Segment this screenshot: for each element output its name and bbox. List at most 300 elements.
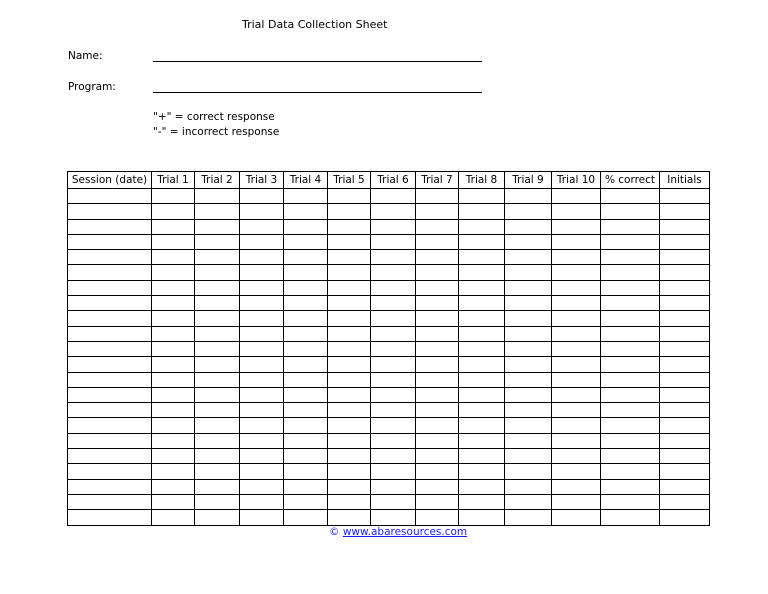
table-cell[interactable] xyxy=(459,265,505,280)
table-cell[interactable] xyxy=(284,219,328,234)
table-cell[interactable] xyxy=(416,433,459,448)
table-cell[interactable] xyxy=(660,464,710,479)
table-cell[interactable] xyxy=(601,418,660,433)
table-cell[interactable] xyxy=(328,464,371,479)
table-cell[interactable] xyxy=(328,372,371,387)
table-cell[interactable] xyxy=(195,234,240,249)
table-cell[interactable] xyxy=(68,234,152,249)
table-cell[interactable] xyxy=(152,372,195,387)
table-cell[interactable] xyxy=(328,234,371,249)
table-cell[interactable] xyxy=(660,433,710,448)
table-cell[interactable] xyxy=(328,296,371,311)
table-cell[interactable] xyxy=(459,418,505,433)
table-cell[interactable] xyxy=(552,234,601,249)
table-row xyxy=(68,418,710,433)
table-cell[interactable] xyxy=(552,219,601,234)
table-cell[interactable] xyxy=(240,326,284,341)
table-cell[interactable] xyxy=(459,357,505,372)
table-cell[interactable] xyxy=(284,403,328,418)
trial-data-table xyxy=(67,171,710,526)
table-cell[interactable] xyxy=(505,189,552,204)
table-cell[interactable] xyxy=(284,494,328,509)
table-cell[interactable] xyxy=(68,280,152,295)
table-cell[interactable] xyxy=(240,204,284,219)
table-cell[interactable] xyxy=(660,311,710,326)
table-cell[interactable] xyxy=(459,311,505,326)
table-cell[interactable] xyxy=(152,265,195,280)
table-cell[interactable] xyxy=(195,265,240,280)
table-cell[interactable] xyxy=(371,464,416,479)
table-cell[interactable] xyxy=(328,265,371,280)
table-cell[interactable] xyxy=(328,280,371,295)
table-cell[interactable] xyxy=(152,219,195,234)
table-cell[interactable] xyxy=(416,280,459,295)
table-cell[interactable] xyxy=(552,280,601,295)
table-cell[interactable] xyxy=(552,250,601,265)
table-cell[interactable] xyxy=(284,510,328,525)
table-cell[interactable] xyxy=(68,372,152,387)
table-cell[interactable] xyxy=(371,326,416,341)
table-cell[interactable] xyxy=(152,341,195,356)
table-cell[interactable] xyxy=(660,204,710,219)
table-cell[interactable] xyxy=(459,387,505,402)
table-cell[interactable] xyxy=(284,449,328,464)
table-cell[interactable] xyxy=(371,280,416,295)
table-cell[interactable] xyxy=(240,265,284,280)
table-cell[interactable] xyxy=(152,311,195,326)
table-cell[interactable] xyxy=(68,204,152,219)
table-cell[interactable] xyxy=(68,250,152,265)
table-cell[interactable] xyxy=(459,479,505,494)
table-cell[interactable] xyxy=(284,311,328,326)
table-cell[interactable] xyxy=(328,311,371,326)
table-cell[interactable] xyxy=(416,403,459,418)
table-cell[interactable] xyxy=(416,418,459,433)
table-cell[interactable] xyxy=(601,219,660,234)
table-cell[interactable] xyxy=(68,189,152,204)
table-cell[interactable] xyxy=(195,418,240,433)
table-cell[interactable] xyxy=(416,296,459,311)
table-cell[interactable] xyxy=(552,403,601,418)
table-cell[interactable] xyxy=(371,219,416,234)
table-cell[interactable] xyxy=(195,311,240,326)
table-cell[interactable] xyxy=(240,250,284,265)
table-cell[interactable] xyxy=(284,341,328,356)
header-percent-correct: % correct xyxy=(601,172,660,189)
table-cell[interactable] xyxy=(68,357,152,372)
table-cell[interactable] xyxy=(371,479,416,494)
table-cell[interactable] xyxy=(416,341,459,356)
table-cell[interactable] xyxy=(416,357,459,372)
table-row xyxy=(68,387,710,402)
table-cell[interactable] xyxy=(459,494,505,509)
table-cell[interactable] xyxy=(195,372,240,387)
table-cell[interactable] xyxy=(240,418,284,433)
table-cell[interactable] xyxy=(601,311,660,326)
table-cell[interactable] xyxy=(416,479,459,494)
table-cell[interactable] xyxy=(152,250,195,265)
table-cell[interactable] xyxy=(416,189,459,204)
table-cell[interactable] xyxy=(240,372,284,387)
table-cell[interactable] xyxy=(601,403,660,418)
table-cell[interactable] xyxy=(195,449,240,464)
table-cell[interactable] xyxy=(505,494,552,509)
table-cell[interactable] xyxy=(552,494,601,509)
table-cell[interactable] xyxy=(195,387,240,402)
table-cell[interactable] xyxy=(505,326,552,341)
table-cell[interactable] xyxy=(284,418,328,433)
table-cell[interactable] xyxy=(601,387,660,402)
table-cell[interactable] xyxy=(416,464,459,479)
table-cell[interactable] xyxy=(68,296,152,311)
table-cell[interactable] xyxy=(416,449,459,464)
table-cell[interactable] xyxy=(240,357,284,372)
footer-credit xyxy=(329,526,467,538)
table-cell[interactable] xyxy=(660,341,710,356)
table-cell[interactable] xyxy=(68,265,152,280)
table-cell[interactable] xyxy=(68,387,152,402)
table-cell[interactable] xyxy=(552,418,601,433)
table-cell[interactable] xyxy=(552,510,601,525)
table-cell[interactable] xyxy=(660,357,710,372)
table-cell[interactable] xyxy=(240,387,284,402)
table-body xyxy=(68,189,710,526)
table-cell[interactable] xyxy=(284,326,328,341)
table-cell[interactable] xyxy=(284,357,328,372)
table-cell[interactable] xyxy=(601,433,660,448)
table-cell[interactable] xyxy=(552,372,601,387)
table-cell[interactable] xyxy=(195,204,240,219)
table-cell[interactable] xyxy=(552,479,601,494)
table-cell[interactable] xyxy=(660,219,710,234)
table-cell[interactable] xyxy=(195,341,240,356)
table-cell[interactable] xyxy=(240,479,284,494)
table-cell[interactable] xyxy=(505,479,552,494)
table-cell[interactable] xyxy=(195,296,240,311)
table-cell[interactable] xyxy=(284,433,328,448)
table-cell[interactable] xyxy=(152,449,195,464)
table-cell[interactable] xyxy=(601,464,660,479)
table-cell[interactable] xyxy=(328,479,371,494)
header-trial-7: Trial 7 xyxy=(416,172,459,189)
table-cell[interactable] xyxy=(328,510,371,525)
table-cell[interactable] xyxy=(195,479,240,494)
table-cell[interactable] xyxy=(240,464,284,479)
table-cell[interactable] xyxy=(152,494,195,509)
table-cell[interactable] xyxy=(152,204,195,219)
table-cell[interactable] xyxy=(660,403,710,418)
table-cell[interactable] xyxy=(505,449,552,464)
table-cell[interactable] xyxy=(459,204,505,219)
table-cell[interactable] xyxy=(552,204,601,219)
table-cell[interactable] xyxy=(552,189,601,204)
table-cell[interactable] xyxy=(284,479,328,494)
table-cell[interactable] xyxy=(371,372,416,387)
header-trial-2: Trial 2 xyxy=(195,172,240,189)
table-cell[interactable] xyxy=(552,326,601,341)
table-cell[interactable] xyxy=(552,341,601,356)
table-cell[interactable] xyxy=(416,387,459,402)
table-cell[interactable] xyxy=(284,372,328,387)
table-cell[interactable] xyxy=(152,403,195,418)
table-cell[interactable] xyxy=(552,311,601,326)
table-cell[interactable] xyxy=(152,326,195,341)
table-cell[interactable] xyxy=(68,479,152,494)
table-cell[interactable] xyxy=(505,234,552,249)
table-cell[interactable] xyxy=(601,234,660,249)
abaresources-link[interactable]: www.abaresources.com xyxy=(342,526,468,538)
table-cell[interactable] xyxy=(68,418,152,433)
table-cell[interactable] xyxy=(371,234,416,249)
table-cell[interactable] xyxy=(240,280,284,295)
table-cell[interactable] xyxy=(240,494,284,509)
table-cell[interactable] xyxy=(240,341,284,356)
table-cell[interactable] xyxy=(660,234,710,249)
table-cell[interactable] xyxy=(416,234,459,249)
table-cell[interactable] xyxy=(660,479,710,494)
table-cell[interactable] xyxy=(601,372,660,387)
table-cell[interactable] xyxy=(371,387,416,402)
table-cell[interactable] xyxy=(68,433,152,448)
table-cell[interactable] xyxy=(328,189,371,204)
table-cell[interactable] xyxy=(660,280,710,295)
table-cell[interactable] xyxy=(195,250,240,265)
table-cell[interactable] xyxy=(660,326,710,341)
table-cell[interactable] xyxy=(660,418,710,433)
table-cell[interactable] xyxy=(459,234,505,249)
table-cell[interactable] xyxy=(601,296,660,311)
table-cell[interactable] xyxy=(505,433,552,448)
table-cell[interactable] xyxy=(601,479,660,494)
table-cell[interactable] xyxy=(152,189,195,204)
table-cell[interactable] xyxy=(195,510,240,525)
table-cell[interactable] xyxy=(68,219,152,234)
table-cell[interactable] xyxy=(68,494,152,509)
table-row xyxy=(68,449,710,464)
table-cell[interactable] xyxy=(371,296,416,311)
table-cell[interactable] xyxy=(416,219,459,234)
table-cell[interactable] xyxy=(601,280,660,295)
table-cell[interactable] xyxy=(240,219,284,234)
table-cell[interactable] xyxy=(371,433,416,448)
table-cell[interactable] xyxy=(416,372,459,387)
table-cell[interactable] xyxy=(601,494,660,509)
table-cell[interactable] xyxy=(328,341,371,356)
table-cell[interactable] xyxy=(240,189,284,204)
table-cell[interactable] xyxy=(416,311,459,326)
table-cell[interactable] xyxy=(152,464,195,479)
table-cell[interactable] xyxy=(68,403,152,418)
table-cell[interactable] xyxy=(152,479,195,494)
table-cell[interactable] xyxy=(328,250,371,265)
table-cell[interactable] xyxy=(68,326,152,341)
table-cell[interactable] xyxy=(459,280,505,295)
table-cell[interactable] xyxy=(284,204,328,219)
table-cell[interactable] xyxy=(601,341,660,356)
table-cell[interactable] xyxy=(284,189,328,204)
table-cell[interactable] xyxy=(459,189,505,204)
table-cell[interactable] xyxy=(328,326,371,341)
table-cell[interactable] xyxy=(505,311,552,326)
table-cell[interactable] xyxy=(601,204,660,219)
table-cell[interactable] xyxy=(284,250,328,265)
table-cell[interactable] xyxy=(284,387,328,402)
table-cell[interactable] xyxy=(552,449,601,464)
table-cell[interactable] xyxy=(601,189,660,204)
table-cell[interactable] xyxy=(552,464,601,479)
table-cell[interactable] xyxy=(284,464,328,479)
table-cell[interactable] xyxy=(152,418,195,433)
table-cell[interactable] xyxy=(328,387,371,402)
table-cell[interactable] xyxy=(240,403,284,418)
table-cell[interactable] xyxy=(660,189,710,204)
table-cell[interactable] xyxy=(195,494,240,509)
table-cell[interactable] xyxy=(552,357,601,372)
table-cell[interactable] xyxy=(505,357,552,372)
table-cell[interactable] xyxy=(601,265,660,280)
table-cell[interactable] xyxy=(328,449,371,464)
table-cell[interactable] xyxy=(240,510,284,525)
table-cell[interactable] xyxy=(459,250,505,265)
table-cell[interactable] xyxy=(328,418,371,433)
table-cell[interactable] xyxy=(459,341,505,356)
table-cell[interactable] xyxy=(660,372,710,387)
table-cell[interactable] xyxy=(552,387,601,402)
table-cell[interactable] xyxy=(68,311,152,326)
table-cell[interactable] xyxy=(240,234,284,249)
table-cell[interactable] xyxy=(660,296,710,311)
table-cell[interactable] xyxy=(459,464,505,479)
table-cell[interactable] xyxy=(505,403,552,418)
table-cell[interactable] xyxy=(328,433,371,448)
table-cell[interactable] xyxy=(371,510,416,525)
table-cell[interactable] xyxy=(505,464,552,479)
table-cell[interactable] xyxy=(601,510,660,525)
name-line xyxy=(153,61,482,62)
table-cell[interactable] xyxy=(371,494,416,509)
table-cell[interactable] xyxy=(284,296,328,311)
table-cell[interactable] xyxy=(660,250,710,265)
table-cell[interactable] xyxy=(416,326,459,341)
table-cell[interactable] xyxy=(660,265,710,280)
table-cell[interactable] xyxy=(459,296,505,311)
table-cell[interactable] xyxy=(552,296,601,311)
table-cell[interactable] xyxy=(416,510,459,525)
table-cell[interactable] xyxy=(601,357,660,372)
table-cell[interactable] xyxy=(195,433,240,448)
table-cell[interactable] xyxy=(505,387,552,402)
table-cell[interactable] xyxy=(68,464,152,479)
table-cell[interactable] xyxy=(284,265,328,280)
table-cell[interactable] xyxy=(152,510,195,525)
table-cell[interactable] xyxy=(459,433,505,448)
table-cell[interactable] xyxy=(284,234,328,249)
table-cell[interactable] xyxy=(416,250,459,265)
table-cell[interactable] xyxy=(152,433,195,448)
table-cell[interactable] xyxy=(195,189,240,204)
table-cell[interactable] xyxy=(660,494,710,509)
table-cell[interactable] xyxy=(505,418,552,433)
table-cell[interactable] xyxy=(505,296,552,311)
table-cell[interactable] xyxy=(152,357,195,372)
table-cell[interactable] xyxy=(240,311,284,326)
table-cell[interactable] xyxy=(505,510,552,525)
table-cell[interactable] xyxy=(459,510,505,525)
table-cell[interactable] xyxy=(152,234,195,249)
table-cell[interactable] xyxy=(416,494,459,509)
table-cell[interactable] xyxy=(195,357,240,372)
table-cell[interactable] xyxy=(328,357,371,372)
table-cell[interactable] xyxy=(371,265,416,280)
table-cell[interactable] xyxy=(152,296,195,311)
table-cell[interactable] xyxy=(240,296,284,311)
table-cell[interactable] xyxy=(152,387,195,402)
table-cell[interactable] xyxy=(601,449,660,464)
table-cell[interactable] xyxy=(152,280,195,295)
table-cell[interactable] xyxy=(328,494,371,509)
table-cell[interactable] xyxy=(552,265,601,280)
table-cell[interactable] xyxy=(416,204,459,219)
table-cell[interactable] xyxy=(195,403,240,418)
table-cell[interactable] xyxy=(552,433,601,448)
header-trial-3: Trial 3 xyxy=(240,172,284,189)
table-cell[interactable] xyxy=(68,449,152,464)
table-cell[interactable] xyxy=(660,510,710,525)
table-cell[interactable] xyxy=(68,510,152,525)
table-cell[interactable] xyxy=(505,219,552,234)
table-cell[interactable] xyxy=(505,341,552,356)
header-trial-6: Trial 6 xyxy=(371,172,416,189)
table-cell[interactable] xyxy=(601,250,660,265)
table-cell[interactable] xyxy=(195,280,240,295)
table-cell[interactable] xyxy=(416,265,459,280)
table-cell[interactable] xyxy=(284,280,328,295)
table-cell[interactable] xyxy=(505,204,552,219)
table-cell[interactable] xyxy=(328,204,371,219)
table-cell[interactable] xyxy=(660,449,710,464)
table-row xyxy=(68,510,710,525)
table-cell[interactable] xyxy=(459,372,505,387)
table-cell[interactable] xyxy=(328,403,371,418)
table-cell[interactable] xyxy=(459,326,505,341)
table-cell[interactable] xyxy=(459,403,505,418)
table-cell[interactable] xyxy=(68,341,152,356)
table-cell[interactable] xyxy=(459,449,505,464)
table-cell[interactable] xyxy=(371,341,416,356)
table-cell[interactable] xyxy=(371,418,416,433)
table-cell[interactable] xyxy=(371,403,416,418)
table-cell[interactable] xyxy=(371,189,416,204)
table-cell[interactable] xyxy=(195,326,240,341)
table-cell[interactable] xyxy=(195,219,240,234)
table-cell[interactable] xyxy=(505,280,552,295)
table-cell[interactable] xyxy=(371,204,416,219)
table-cell[interactable] xyxy=(601,326,660,341)
table-cell[interactable] xyxy=(195,464,240,479)
table-cell[interactable] xyxy=(240,449,284,464)
table-cell[interactable] xyxy=(328,219,371,234)
table-cell[interactable] xyxy=(459,219,505,234)
table-cell[interactable] xyxy=(371,311,416,326)
table-cell[interactable] xyxy=(371,449,416,464)
table-cell[interactable] xyxy=(505,265,552,280)
table-cell[interactable] xyxy=(660,387,710,402)
table-cell[interactable] xyxy=(371,250,416,265)
table-cell[interactable] xyxy=(505,372,552,387)
table-cell[interactable] xyxy=(505,250,552,265)
table-cell[interactable] xyxy=(371,357,416,372)
table-cell[interactable] xyxy=(240,433,284,448)
